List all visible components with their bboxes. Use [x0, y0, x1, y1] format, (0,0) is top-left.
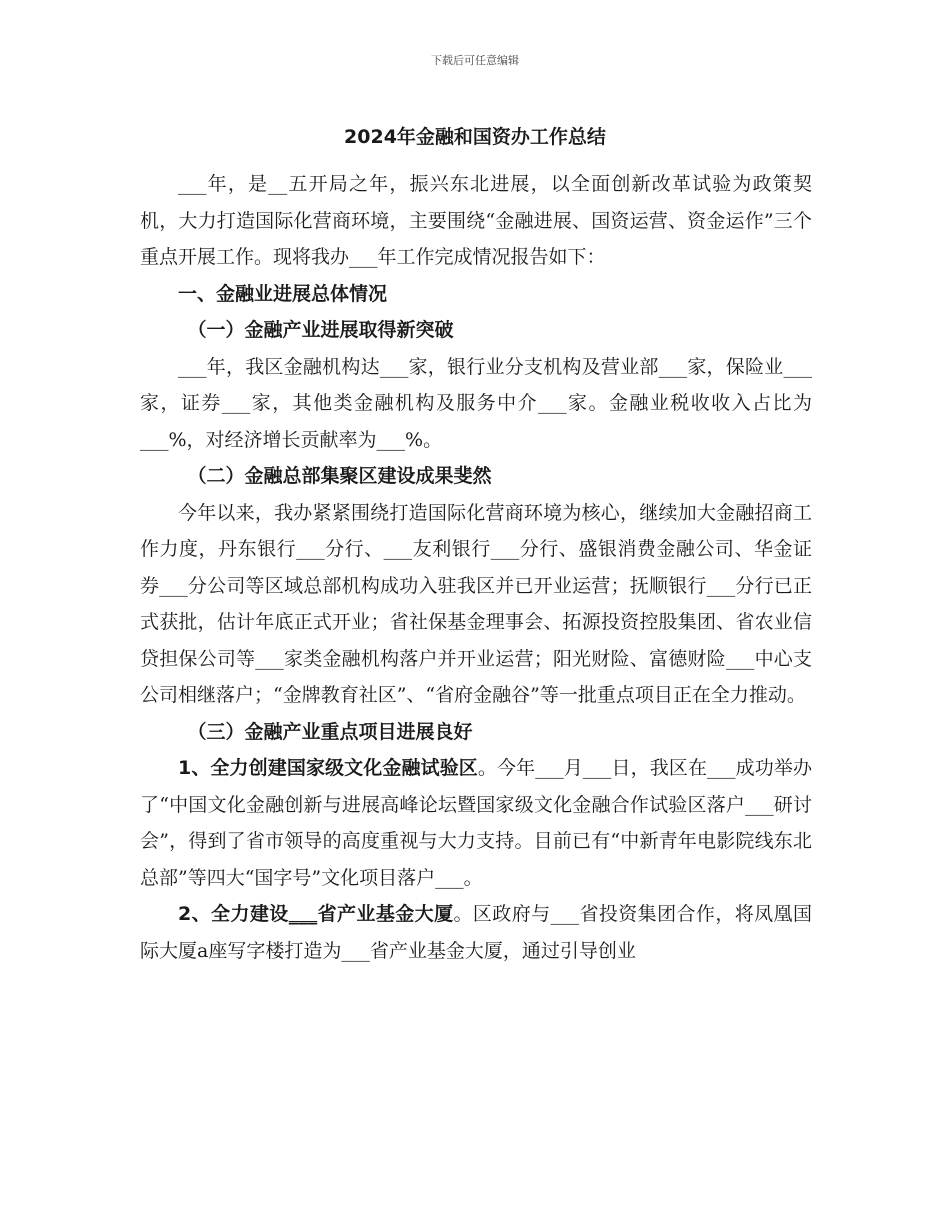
- subsection-paragraph-2: 今年以来，我办紧紧围绕打造国际化营商环境为核心，继续加大金融招商工作力度，丹东银行___分行、___友利银行___分行、盛银消费金融公司、华金证券___分公司等区域总部机构成功入驻我区并已开业运营；抚顺银行___分行已正式获批，估计年底正式开业；省社保基金理事会、拓源投资控股集团、省农业信贷担保公司等___家类金融机构落户并开业运营；阳光财险、富德财险___中心支公司相继落户；“金牌教育社区”、“省府金融谷”等一批重点项目正在全力推动。: [140, 501, 812, 706]
- item-2-lead-a: 2、全力建设: [178, 903, 289, 925]
- subsection-heading-3: （三）金融产业重点项目进展良好: [187, 720, 473, 743]
- subsection-paragraph-1: ___年，我区金融机构达___家，银行业分支机构及营业部___家，保险业___家，证券___家，其他类金融机构及服务中介___家。金融业税收收入占比为___%，对经济增长贡献率为___%。: [140, 355, 812, 451]
- subsection-heading-1: （一）金融产业进展取得新突破: [187, 319, 454, 341]
- item-1-lead: 1、全力创建国家级文化金融试验区: [178, 757, 478, 779]
- page-header: 下载后可任意编辑: [431, 54, 519, 67]
- document-body: [140, 166, 812, 969]
- section-heading-1: 一、金融业进展总体情况: [178, 282, 388, 305]
- item-2-lead-blank: ___: [288, 903, 318, 925]
- item-2-paragraph: [140, 896, 812, 969]
- intro-paragraph: ___年，是__五开局之年，振兴东北进展，以全面创新改革试验为政策契机，大力打造国际化营商环境，主要围绕“金融进展、国资运营、资金运作”三个重点开展工作。现将我办___年工作完成情况报告如下：: [140, 173, 812, 268]
- item-2-text: 。区政府与___省投资集团合作，将凤凰国际大厦a座写字楼打造为___省产业基金大厦，通过引导创业: [140, 903, 812, 962]
- item-1-text: 。今年___月___日，我区在___成功举办了“中国文化金融创新与进展高峰论坛暨国家级文化金融合作试验区落户___研讨会”，得到了省市领导的高度重视与大力支持。目前已有“中新青年电影院线东北总部”等四大“国字号”文化项目落户___。: [140, 757, 812, 889]
- subsection-heading-2: （二）金融总部集聚区建设成果斐然: [187, 465, 492, 487]
- document-title: 2024年金融和国资办工作总结: [344, 126, 606, 148]
- item-2-lead-b: 省产业基金大厦: [317, 903, 454, 925]
- item-1-paragraph: [140, 750, 812, 896]
